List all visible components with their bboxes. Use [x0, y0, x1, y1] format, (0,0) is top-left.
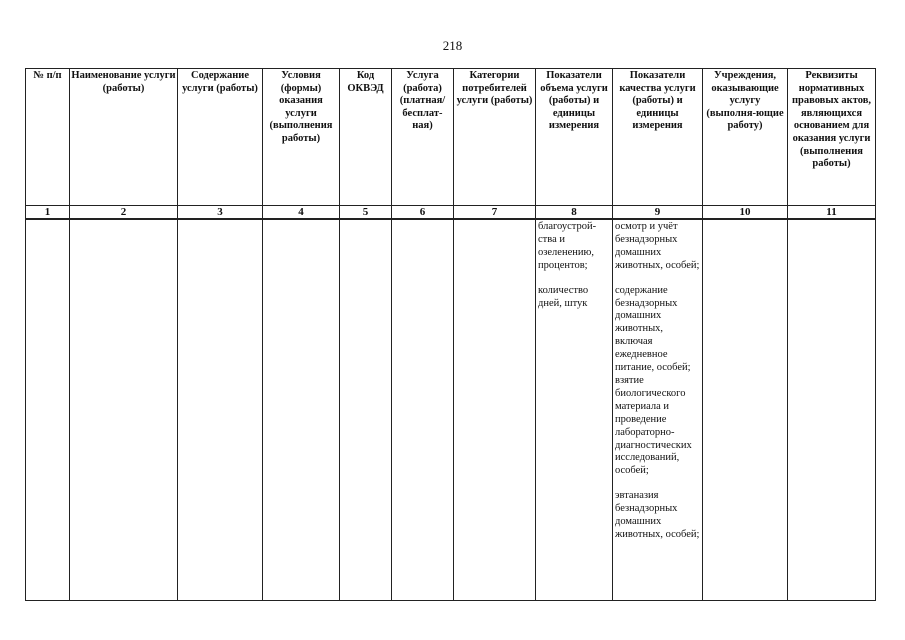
header-number: № п/п — [26, 69, 70, 206]
quality-indicator-item: взятие биологического материала и проведение лабораторно-диагностических исследований, особей; — [615, 374, 692, 477]
cell-conditions — [263, 219, 340, 601]
cell-service-name — [70, 219, 178, 601]
column-number: 9 — [613, 206, 703, 220]
header-institutions: Учреждения, оказывающие услугу (выполня-ющие работу) — [703, 69, 788, 206]
column-number: 3 — [178, 206, 263, 220]
header-paid-free: Услуга (работа) (платная/ бесплат-ная) — [392, 69, 454, 206]
header-volume-indicators: Показатели объема услуги (работы) и единицы измерения — [536, 69, 613, 206]
quality-indicator-item: эвтаназия безнадзорных домашних животных, особей; — [615, 490, 700, 540]
header-okved-code: Код ОКВЭД — [340, 69, 392, 206]
header-consumer-categories: Категории потребителей услуги (работы) — [454, 69, 536, 206]
column-number: 4 — [263, 206, 340, 220]
cell-quality-indicators — [613, 219, 703, 601]
cell-service-content — [178, 219, 263, 601]
column-number: 6 — [392, 206, 454, 220]
header-service-content: Содержание услуги (работы) — [178, 69, 263, 206]
volume-indicator-item: благоустрой-ства и озеленению, процентов; — [538, 221, 597, 271]
header-legal-acts: Реквизиты нормативных правовых актов, являющихся основанием для оказания услуги (выполнения работы) — [788, 69, 876, 206]
cell-paid-free — [392, 219, 454, 601]
header-service-name: Наименование услуги (работы) — [70, 69, 178, 206]
column-number-row — [26, 206, 876, 220]
services-table — [25, 68, 876, 601]
quality-indicator-item: содержание безнадзорных домашних животных, включая ежедневное питание, особей; — [615, 284, 691, 374]
cell-number — [26, 219, 70, 601]
column-number: 10 — [703, 206, 788, 220]
cell-institutions — [703, 219, 788, 601]
page-number: 218 — [442, 38, 463, 53]
table-row — [26, 219, 876, 601]
column-number: 5 — [340, 206, 392, 220]
cell-legal-acts — [788, 219, 876, 601]
column-number: 8 — [536, 206, 613, 220]
column-number: 1 — [26, 206, 70, 220]
column-number: 7 — [454, 206, 536, 220]
cell-okved-code — [340, 219, 392, 601]
cell-consumer-categories — [454, 219, 536, 601]
header-row — [26, 69, 876, 206]
column-number: 11 — [788, 206, 876, 220]
header-quality-indicators: Показатели качества услуги (работы) и единицы измерения — [613, 69, 703, 206]
volume-indicator-item: количество дней, штук — [538, 284, 589, 309]
column-number: 2 — [70, 206, 178, 220]
cell-volume-indicators — [536, 219, 613, 601]
header-conditions: Условия (формы) оказания услуги (выполнения работы) — [263, 69, 340, 206]
quality-indicator-item: осмотр и учёт безнадзорных домашних животных, особей; — [615, 221, 700, 271]
